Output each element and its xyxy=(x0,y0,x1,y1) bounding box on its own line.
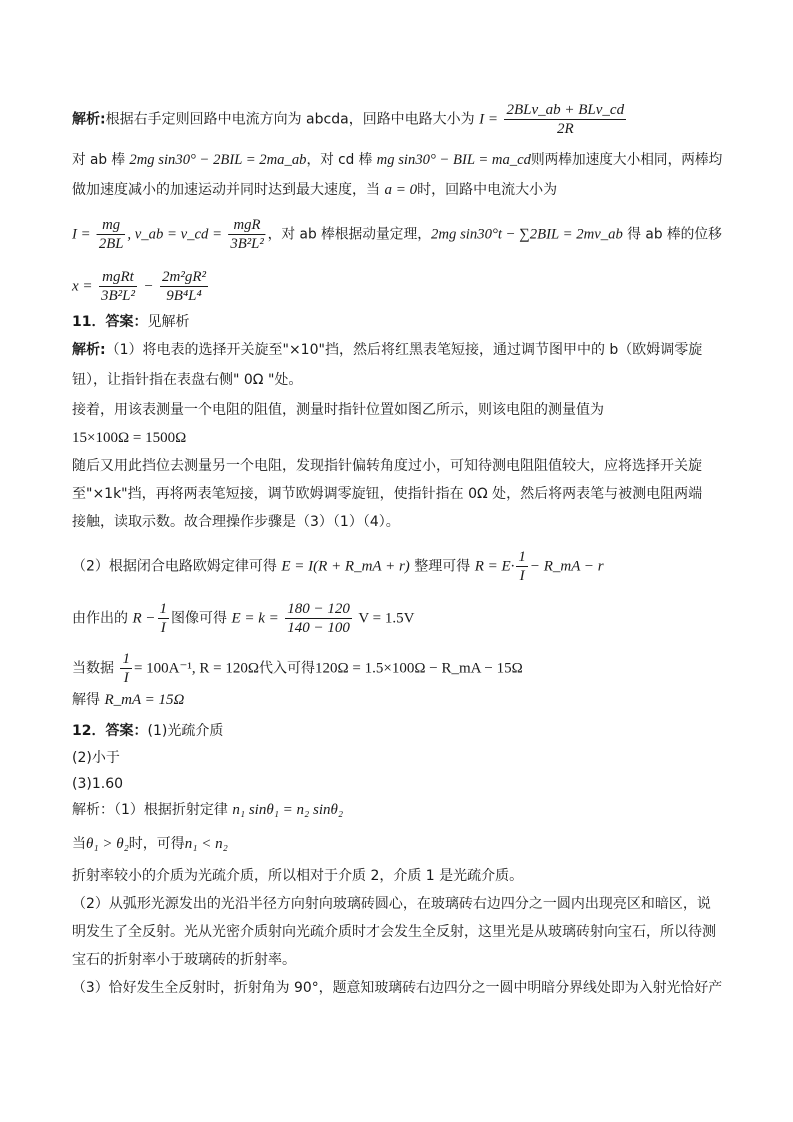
s11-line-3 xyxy=(72,400,604,420)
s12-answer-3: (3)1.60 xyxy=(72,776,124,792)
s11-text-8: （2）根据闭合电路欧姆定律可得 xyxy=(72,558,277,575)
s10-text-3b: 时，回路中电流大小为 xyxy=(417,182,558,198)
s12-text-8: 明发生了全反射。光从光密介质射向光疏介质时才会发生全反射，这里光是从玻璃砖射向宝石，所以待测 xyxy=(72,924,716,940)
s10-text-4: ，对 ab 棒根据动量定理， xyxy=(267,226,432,243)
s12-text-5: 当 xyxy=(72,836,86,852)
s10-f4-lhs: I = xyxy=(72,226,91,243)
s11-f10-data: = 100A⁻¹, R = 120Ω xyxy=(133,660,260,677)
s11-line-10 xyxy=(72,650,523,687)
s10-text-4b: 得 ab 棒的位移 xyxy=(627,226,722,243)
s12-answer-1: (1)光疏介质 xyxy=(147,723,224,739)
s11-f10-frac: $\frac{1}{I}$ xyxy=(122,651,130,686)
s11-f8-lhs: R = E· xyxy=(474,558,515,575)
s11-answer-label: 11．答案： xyxy=(72,314,148,330)
s11-line-6 xyxy=(72,484,702,504)
s10-text-1: 根据右手定则回路中电流方向为 abcda，回路中电路大小为 xyxy=(105,111,475,128)
s10-line-2 xyxy=(72,150,722,170)
s11-text-10: 当数据 xyxy=(72,660,114,677)
s12-line-10 xyxy=(72,978,722,998)
s11-line-8 xyxy=(72,548,604,585)
s11-line-9 xyxy=(72,600,414,637)
s11-line-7 xyxy=(72,512,400,532)
s11-line-1 xyxy=(72,340,702,360)
s10-line-5 xyxy=(72,268,210,305)
s11-text-11: 解得 xyxy=(72,692,100,708)
s11-f8-rhs: − R_mA − r xyxy=(529,558,604,575)
s12-text-5b: 时，可得 xyxy=(128,836,185,852)
s11-text-8b: 整理可得 xyxy=(414,558,471,575)
s11-formula-resistance: 15×100Ω = 1500Ω xyxy=(72,430,187,446)
s11-formula-ohm: E = I(R + R_mA + r) xyxy=(281,558,410,575)
s12-text-4: 解析：（1）根据折射定律 xyxy=(72,802,228,818)
s11-line-4 xyxy=(72,428,186,448)
s10-formula-cd: mg sin30° − BIL = ma_cd xyxy=(376,152,531,168)
s11-heading xyxy=(72,312,189,332)
s11-f9-lhs2: E = k = xyxy=(231,610,279,627)
s10-f4-frac1: $\frac{mg}{2BL}$ xyxy=(98,217,124,252)
s10-text-2a: 对 ab 棒 xyxy=(72,152,126,168)
s11-line-5 xyxy=(72,456,702,476)
s11-text-10b: 代入可得 xyxy=(259,660,316,677)
s12-text-9: 宝石的折射率小于玻璃砖的折射率。 xyxy=(72,952,296,968)
s12-formula-snell: n₁ sinθ₁ = n₂ sinθ₂ xyxy=(232,802,344,818)
s11-text-2: 钮），让指针指在表盘右侧" 0Ω "处。 xyxy=(72,372,303,388)
s11-f9-frac2: $\frac{180 - 120}{140 - 100}$ xyxy=(287,601,350,636)
s10-f4-lhs2: , v_ab = v_cd = xyxy=(127,226,223,243)
s10-formula-momentum: 2mg sin30°t − ∑2BIL = 2mv_ab xyxy=(431,226,623,243)
s11-line-11 xyxy=(72,690,184,710)
s12-answer-2: (2)小于 xyxy=(72,750,120,766)
s12-text-10: （3）恰好发生全反射时，折射角为 90°，题意知玻璃砖右边四分之一圆中明暗分界线处即为入射光恰好产 xyxy=(72,980,723,996)
s12-text-7: （2）从弧形光源发出的光沿半径方向射向玻璃砖圆心，在玻璃砖右边四分之一圆内出现亮区和暗区，说 xyxy=(72,896,711,912)
s11-text-3: 接着，用该表测量一个电阻的阻值，测量时指针位置如图乙所示，则该电阻的测量值为 xyxy=(72,402,604,418)
s10-line-4 xyxy=(72,216,722,253)
s10-f4-frac2: $\frac{\text{mgR}}{\text{3B²L²}}$ xyxy=(230,217,264,252)
s10-formula-I-frac: $\frac{\text{2BLv\_ab + BLv\_cd}}{2R}$ xyxy=(506,102,625,137)
s12-formula-n: n₁ < n₂ xyxy=(184,836,228,852)
s11-text-7: 接触，读取示数。故合理操作步骤是（3）（1）（4）。 xyxy=(72,514,400,530)
s11-formula-RmA: R_mA = 15Ω xyxy=(104,692,185,708)
s12-answer-line-3 xyxy=(72,774,123,794)
s10-f5-frac1: $\frac{\text{mgRt}}{\text{3B²L²}}$ xyxy=(100,269,135,304)
s10-text-2c: 则两棒加速度大小相同，两棒均 xyxy=(530,152,723,168)
s11-f10-result: 120Ω = 1.5×100Ω − R_mA − 15Ω xyxy=(315,660,523,677)
s12-formula-theta: θ₁ > θ₂ xyxy=(86,836,129,852)
s11-text-1: （1）将电表的选择开关旋至"×10"挡，然后将红黑表笔短接，通过调节图甲中的 b（欧姆调零旋 xyxy=(105,342,703,358)
s10-line-3 xyxy=(72,180,557,200)
s11-f9-rhs: V = 1.5V xyxy=(358,610,415,627)
s11-f9-lhs: R − xyxy=(132,610,156,627)
s11-text-9b: 图像可得 xyxy=(171,610,227,627)
s12-answer-line-2 xyxy=(72,748,120,768)
s10-text-3: 做加速度减小的加速运动并同时达到最大速度，当 xyxy=(72,182,380,198)
s11-answer-text: 见解析 xyxy=(147,314,190,330)
s11-f8-frac: $\frac{1}{I}$ xyxy=(518,549,526,584)
analysis-label: 解析: xyxy=(72,111,106,128)
s11-f9-frac: $\frac{1}{I}$ xyxy=(159,601,167,636)
s11-text-5: 随后又用此挡位去测量另一个电阻，发现指针偏转角度过小，可知待测电阻阻值较大，应将选择开关旋 xyxy=(72,458,702,474)
s11-line-2 xyxy=(72,370,302,390)
s12-line-8 xyxy=(72,922,716,942)
s11-text-6: 至"×1k"挡，再将两表笔短接，调节欧姆调零旋钮，使指针指在 0Ω 处，然后将两表笔与被测电阻两端 xyxy=(72,486,703,502)
s12-line-4 xyxy=(72,800,343,820)
s10-text-2b: ，对 cd 棒 xyxy=(306,152,373,168)
s10-formula-I-lhs: I = xyxy=(479,111,499,128)
s10-f5-minus: − xyxy=(143,278,154,295)
s10-f5-frac2: $\frac{\text{2m²gR²}}{\text{9B⁴L⁴}}$ xyxy=(162,269,207,304)
s11-analysis-label: 解析: xyxy=(72,342,106,358)
s12-line-6 xyxy=(72,866,523,886)
s12-text-6: 折射率较小的介质为光疏介质，所以相对于介质 2，介质 1 是光疏介质。 xyxy=(72,868,524,884)
s12-answer-label: 12．答案： xyxy=(72,723,148,739)
s10-line-1 xyxy=(72,101,628,138)
s10-formula-a0: a = 0 xyxy=(384,182,418,198)
s10-f5-lhs: x = xyxy=(72,278,93,295)
s11-text-9: 由作出的 xyxy=(72,610,128,627)
s12-line-5 xyxy=(72,834,228,854)
s10-formula-ab: 2mg sin30° − 2BIL = 2ma_ab xyxy=(129,152,307,168)
s12-heading xyxy=(72,721,223,741)
s12-line-7 xyxy=(72,894,711,914)
s12-line-9 xyxy=(72,950,296,970)
